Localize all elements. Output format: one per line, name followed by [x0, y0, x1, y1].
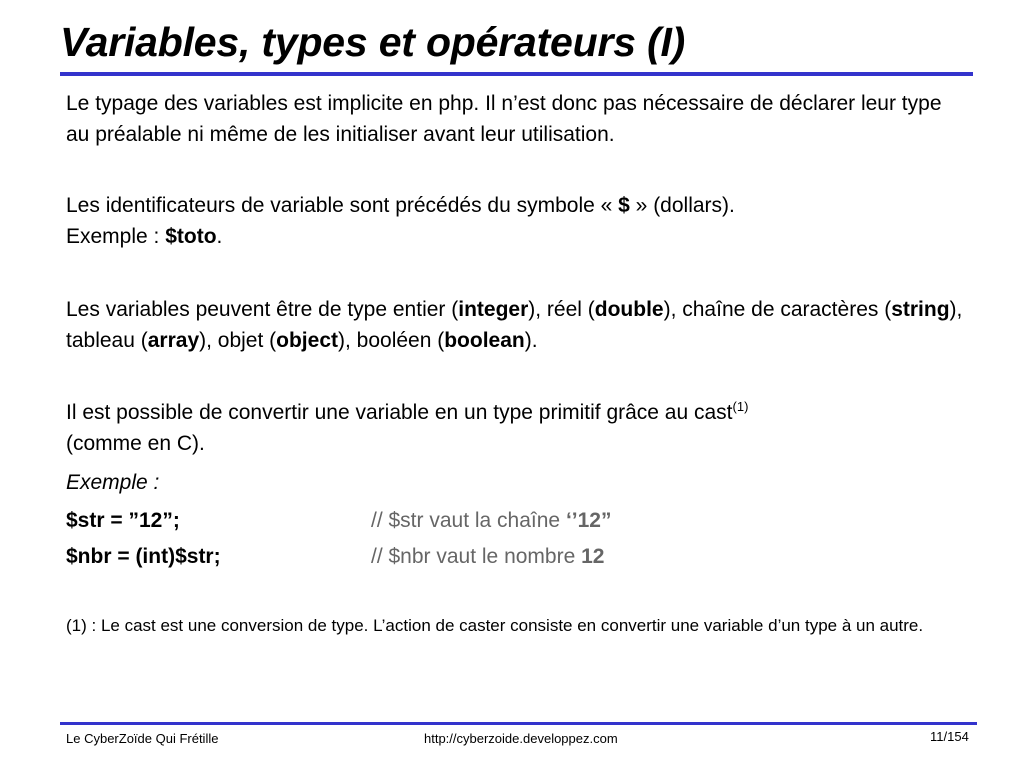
code-statement: $nbr = (int)$str; — [66, 545, 221, 568]
footnote-marker: (1) — [732, 399, 749, 414]
comment-text: // $str vaut la chaîne — [371, 509, 566, 532]
text-segment: ), tableau ( — [66, 298, 963, 352]
text-segment: ), objet ( — [199, 329, 277, 352]
slide-title: Variables, types et opérateurs (I) — [60, 19, 686, 65]
text-segment: » (dollars). — [629, 194, 735, 217]
footnote: (1) : Le cast est une conversion de type. L’action de caster consiste en convertir une variable d’un type à un autre. — [66, 616, 924, 635]
paragraph-identifiers — [66, 190, 966, 252]
footer-author: Le CyberZoïde Qui Frétille — [66, 731, 219, 746]
text-segment: ). — [524, 329, 538, 352]
footer-divider — [60, 722, 977, 725]
example-variable: $toto — [165, 225, 217, 248]
text-segment: ), réel ( — [528, 298, 595, 321]
paragraph-implicit-typing: Le typage des variables est implicite en php. Il n’est donc pas nécessaire de déclarer leur type au préalable ni même de les initialiser avant leur utilisation. — [66, 92, 942, 146]
type-string: string — [891, 298, 950, 321]
paragraph-types — [66, 294, 966, 356]
code-comment — [371, 541, 604, 572]
dollar-symbol: $ — [618, 194, 630, 217]
type-integer: integer — [458, 298, 529, 321]
text-segment: . — [216, 225, 223, 248]
text-segment: Il est possible de convertir une variable en un type primitif grâce au cast — [66, 401, 733, 424]
text-segment: Exemple : — [66, 225, 166, 248]
example-label: Exemple : — [66, 471, 160, 494]
text-segment: ), chaîne de caractères ( — [663, 298, 892, 321]
page-number: 11/154 — [930, 729, 969, 744]
type-array: array — [147, 329, 200, 352]
comment-value: 12 — [581, 545, 605, 568]
code-statement: $str = ”12”; — [66, 509, 180, 532]
text-segment: ), booléen ( — [338, 329, 445, 352]
paragraph-cast — [66, 397, 966, 459]
code-comment — [371, 505, 611, 536]
footer-url: http://cyberzoide.developpez.com — [424, 731, 618, 746]
text-segment: Les identificateurs de variable sont précédés du symbole « — [66, 194, 619, 217]
comment-value: ‘’12” — [565, 509, 612, 532]
type-object: object — [276, 329, 338, 352]
title-divider — [60, 72, 973, 76]
comment-text: // $nbr vaut le nombre — [371, 545, 582, 568]
type-double: double — [594, 298, 664, 321]
type-boolean: boolean — [444, 329, 525, 352]
text-segment: (comme en C). — [66, 432, 205, 455]
text-segment: Les variables peuvent être de type entier ( — [66, 298, 459, 321]
